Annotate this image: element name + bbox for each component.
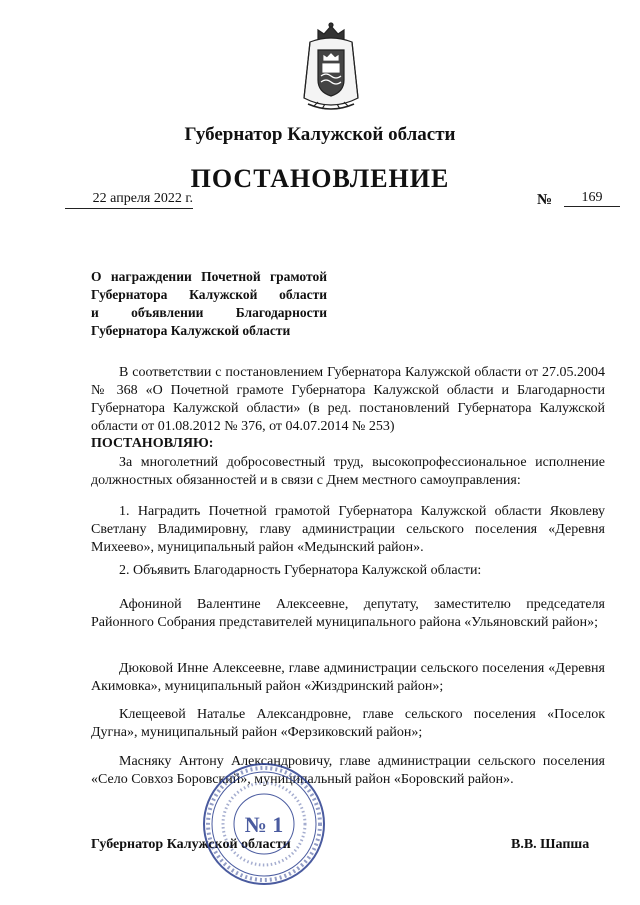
document-subject xyxy=(91,268,327,340)
subject-line: Губернатора Калужской области xyxy=(91,287,327,302)
document-number: 169 xyxy=(564,190,620,207)
number-label: № xyxy=(537,192,553,208)
official-seal-stamp xyxy=(200,760,328,888)
motive-paragraph: За многолетний добросовестный труд, высокопрофессиональное исполнение должностных обязанностей и в связи с Днем местного самоуправления: xyxy=(91,455,605,488)
signatory-title: Губернатор Калужской области xyxy=(91,837,291,852)
decree-word: ПОСТАНОВЛЯЮ: xyxy=(91,436,214,451)
recipient-paragraph: Дюковой Инне Алексеевне, главе администрации сельского поселения «Деревня Акимовка», муниципальный район «Жиздринский район»; xyxy=(91,661,605,694)
issuing-authority: Губернатор Калужской области xyxy=(184,124,456,145)
document-type-title: ПОСТАНОВЛЕНИЕ xyxy=(190,164,450,193)
recipient-paragraph: Афониной Валентине Алексеевне, депутату, заместителю председателя Районного Собрания представителей муниципального района «Ульяновский район»; xyxy=(91,597,605,630)
item-1-paragraph: 1. Наградить Почетной грамотой Губернатора Калужской области Яковлеву Светлану Владимировну, главу администрации сельского поселения «Деревня Михеево», муниципальный район «Медынский район». xyxy=(91,504,605,555)
subject-line: О награждении Почетной грамотой xyxy=(91,269,327,284)
subject-line: и объявлении Благодарности xyxy=(91,305,327,320)
item-2-paragraph: 2. Объявить Благодарность Губернатора Калужской области: xyxy=(119,563,482,578)
recipient-paragraph: Масняку Антону Александровичу, главе администрации сельского поселения «Село Совхоз Боровский», муниципальный район «Боровский район». xyxy=(91,754,605,787)
coat-of-arms-emblem xyxy=(296,20,366,116)
document-date: 22 апреля 2022 г. xyxy=(65,191,193,209)
signatory-name: В.В. Шапша xyxy=(511,837,590,852)
subject-line: Губернатора Калужской области xyxy=(91,323,291,338)
preamble-paragraph: В соответствии с постановлением Губернатора Калужской области от 27.05.2004 № 368 «О Почетной грамоте Губернатора Калужской области и Благодарности Губернатора Калужской области» (в ред. постановлений Губернатора Калужской области от 01.08.2012 № 376, от 04.07.2014 № 253) xyxy=(91,365,605,434)
recipient-paragraph: Клещеевой Наталье Александровне, главе сельского поселения «Поселок Дугна», муниципальный район «Ферзиковский район»; xyxy=(91,707,605,740)
seal-number: № 1 xyxy=(244,812,284,837)
